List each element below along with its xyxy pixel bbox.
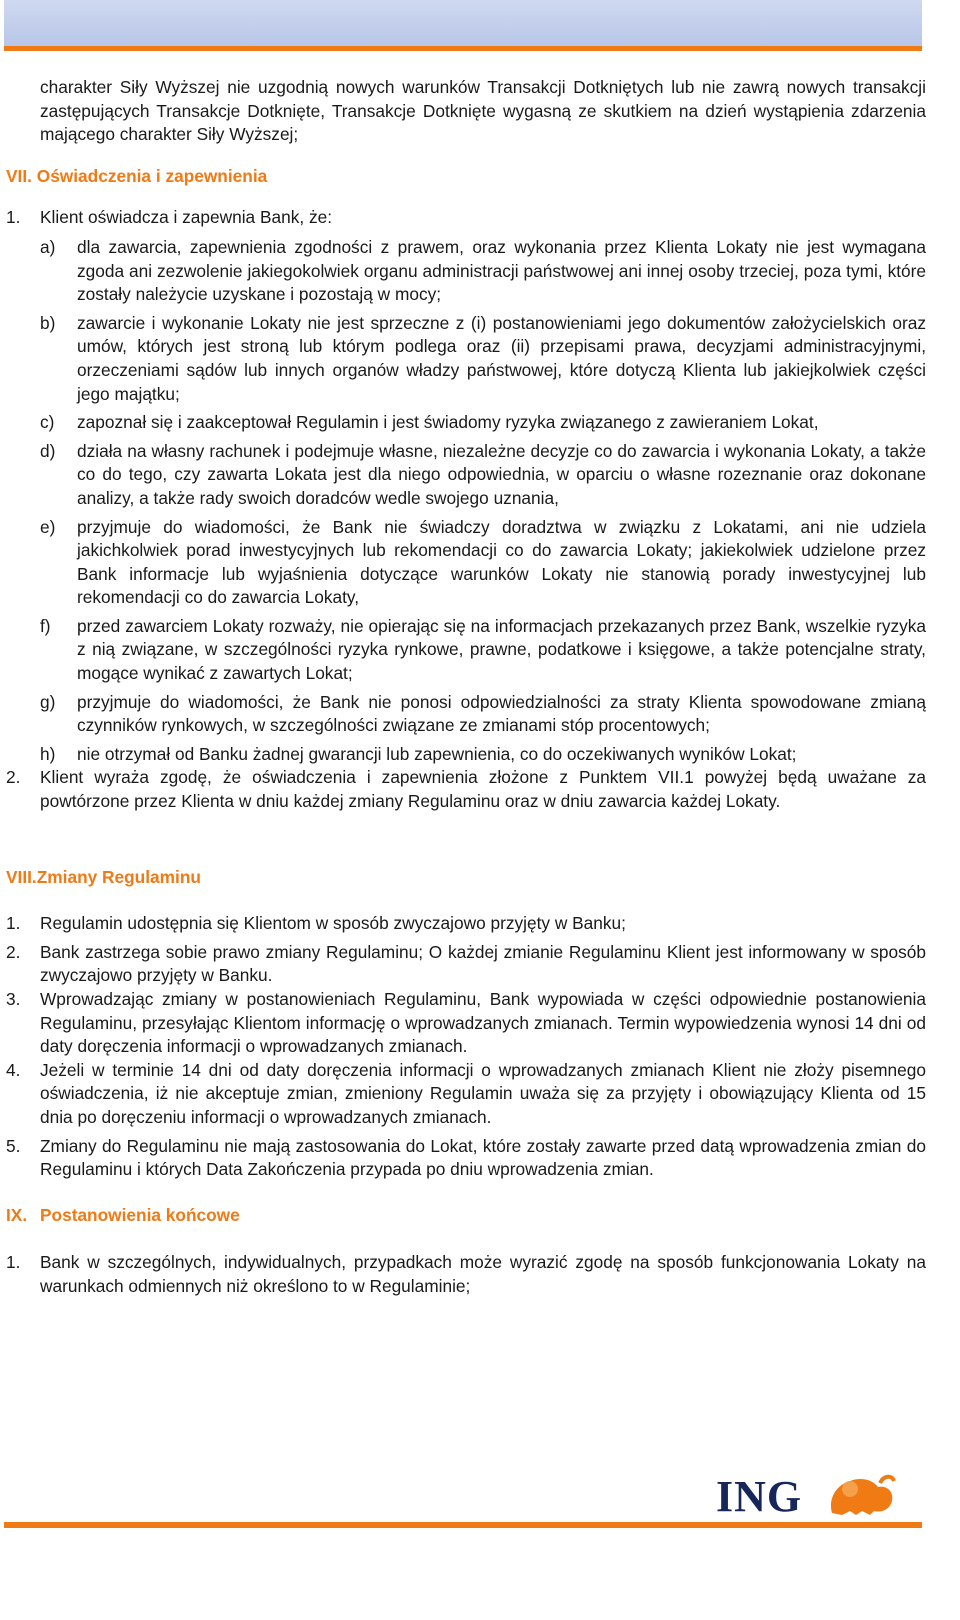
item-number: 1. <box>6 1252 21 1273</box>
item-number: 2. <box>6 941 21 962</box>
section-9-title: Postanowienia końcowe <box>40 1204 240 1225</box>
section-8-item-5 <box>6 1135 926 1182</box>
section-7-item-2 <box>6 766 926 813</box>
subitem-b <box>40 312 926 406</box>
section-9-items <box>6 1251 926 1298</box>
document-body <box>6 76 926 1299</box>
item-number: 1. <box>6 207 21 228</box>
section-8-item-3 <box>6 988 926 1059</box>
section-8-title: Zmiany Regulaminu <box>36 866 201 887</box>
item-lead: Klient oświadcza i zapewnia Bank, że: <box>40 207 333 228</box>
lion-icon <box>820 1469 900 1519</box>
intro-paragraph: charakter Siły Wyższej nie uzgodnią nowych warunków Transakcji Dotkniętych lub nie zawrą nowych transakcji zastępujących Transakcje Dotknięte, Transakcje Dotknięte wygasną ze skutkiem na dzień wystąpienia zdarzenia mającego charakter Siły Wyższej; <box>40 77 926 145</box>
item-number: 4. <box>6 1059 21 1080</box>
section-8-item-1 <box>6 912 926 936</box>
item-number: 3. <box>6 989 21 1009</box>
section-7-subitems <box>40 236 926 766</box>
subitem-letter: b) <box>40 312 56 333</box>
section-8-number: VIII. <box>6 866 37 887</box>
subitem-g <box>40 691 926 738</box>
subitem-text: zapoznał się i zaakceptował Regulamin i jest świadomy ryzyka związanego z zawieraniem Lokat, <box>77 412 819 433</box>
subitem-letter: h) <box>40 743 56 764</box>
header-orange-rule <box>4 46 922 51</box>
item-text: Zmiany do Regulaminu nie mają zastosowania do Lokat, które zostały zawarte przed datą wprowadzenia zmian do Regulaminu i których Data Zakończenia przypada po dniu wprowadzenia zmian. <box>40 1135 926 1180</box>
subitem-letter: e) <box>40 516 56 537</box>
section-9-item-1 <box>6 1251 926 1298</box>
subitem-f <box>40 615 926 686</box>
subitem-text: przyjmuje do wiadomości, że Bank nie świadczy doradztwa w związku z Lokatami, ani nie udziela jakichkolwiek porad inwestycyjnych lub rekomendacji co do zawarcia Lokaty; jakiekolwiek udzielone przez Bank informacje lub wyjaśnienia dotyczące warunków Lokaty nie stanowią porady inwestycyjnej lub rekomendacji co do zawarcia Lokaty, <box>77 516 926 608</box>
section-8-item-4 <box>6 1059 926 1130</box>
item-text: Bank w szczególnych, indywidualnych, przypadkach może wyrazić zgodę na sposób funkcjonowania Lokaty na warunkach odmiennych niż określono to w Regulaminie; <box>40 1252 926 1296</box>
subitem-text: dla zawarcia, zapewnienia zgodności z prawem, oraz wykonania przez Klienta Lokaty nie jest wymagana zgoda ani zezwolenie jakiegokolwiek organu administracji państwowej ani innej osoby trzeciej, poza tymi, które zostały należycie uzyskane i pozostają w mocy; <box>77 236 926 305</box>
section-8-items <box>6 912 926 1182</box>
section-7-heading <box>6 165 926 189</box>
subitem-h <box>40 743 926 767</box>
subitem-a <box>40 236 926 307</box>
subitem-letter: f) <box>40 615 51 636</box>
item-text: Regulamin udostępnia się Klientom w sposób zwyczajowo przyjęty w Banku; <box>40 913 626 934</box>
item-text: Wprowadzając zmiany w postanowieniach Regulaminu, Bank wypowiada w części odpowiednie postanowienia Regulaminu, przesyłając Klientom informację o wprowadzanych zmianach. Termin wypowiedzenia wynosi 14 dni od daty doręczenia informacji o wprowadzanych zmianach. <box>40 989 926 1057</box>
item-text: Klient wyraża zgodę, że oświadczenia i zapewnienia złożone z Punktem VII.1 powyżej będą uważane za powtórzone przez Klienta w dniu każdej zmiany Regulaminu oraz w dniu zawarcia każdej Lokaty. <box>40 767 926 812</box>
subitem-letter: d) <box>40 440 56 461</box>
subitem-text: przyjmuje do wiadomości, że Bank nie ponosi odpowiedzialności za straty Klienta spowodowane zmianą czynników rynkowych, w szczególności związane ze zmianami stóp procentowych; <box>77 691 926 736</box>
subitem-letter: c) <box>40 412 55 433</box>
ing-logo <box>716 1465 896 1523</box>
section-7-item-1 <box>6 206 926 230</box>
subitem-e <box>40 516 926 610</box>
section-9-number: IX. <box>6 1204 28 1225</box>
subitem-text: zawarcie i wykonanie Lokaty nie jest sprzeczne z (i) postanowieniami jego dokumentów założycielskich oraz umów, których jest stroną lub którym podlega oraz (ii) przepisami prawa, decyzjami administracyjnymi, orzeczeniami sądów lub innych organów władzy państwowej, które dotyczą Klienta lub jakiejkolwiek części jego majątku; <box>77 312 926 404</box>
subitem-text: nie otrzymał od Banku żadnej gwarancji lub zapewnienia, co do oczekiwanych wyników Lokat; <box>77 743 797 764</box>
ing-logo-text: ING <box>716 1472 803 1521</box>
item-number: 1. <box>6 913 21 934</box>
item-text: Bank zastrzega sobie prawo zmiany Regulaminu; O każdej zmianie Regulaminu Klient jest informowany w sposób zwyczajowo przyjęty w Banku. <box>40 941 926 986</box>
footer-orange-rule <box>4 1522 922 1528</box>
subitem-c <box>40 411 926 435</box>
section-9-heading <box>6 1204 926 1228</box>
subitem-text: działa na własny rachunek i podejmuje własne, niezależne decyzje co do zawarcia i wykonania Lokaty, a także co do tego, czy zawarta Lokata jest dla niego odpowiednia, w oparciu o własne rozeznanie oraz dokonane analizy, a także rady swoich doradców wedle swojego uznania, <box>77 440 926 508</box>
section-8-item-2 <box>6 941 926 988</box>
subitem-letter: g) <box>40 691 56 712</box>
section-7-title: Oświadczenia i zapewnienia <box>36 165 268 186</box>
item-text: Jeżeli w terminie 14 dni od daty doręczenia informacji o wprowadzanych zmianach Klient nie złoży pisemnego oświadczenia, iż nie akceptuje zmian, zmieniony Regulamin uważa się za przyjęty i obowiązujący Klienta od 15 dnia po doręczeniu informacji o wprowadzanych zmianach. <box>40 1059 926 1127</box>
subitem-d <box>40 440 926 511</box>
subitem-letter: a) <box>40 236 56 257</box>
item-number: 2. <box>6 767 21 788</box>
section-8-heading <box>6 866 926 890</box>
section-7-number: VII. <box>6 165 32 186</box>
subitem-text: przed zawarciem Lokaty rozważy, nie opierając się na informacjach przekazanych przez Bank, wszelkie ryzyka z nią związane, w szczególności ryzyka rynkowe, prawne, podatkowe i księgowe, a także potencjalne straty, mogące wynikać z zawartych Lokat; <box>77 615 926 684</box>
header-band <box>4 0 922 46</box>
item-number: 5. <box>6 1135 21 1156</box>
